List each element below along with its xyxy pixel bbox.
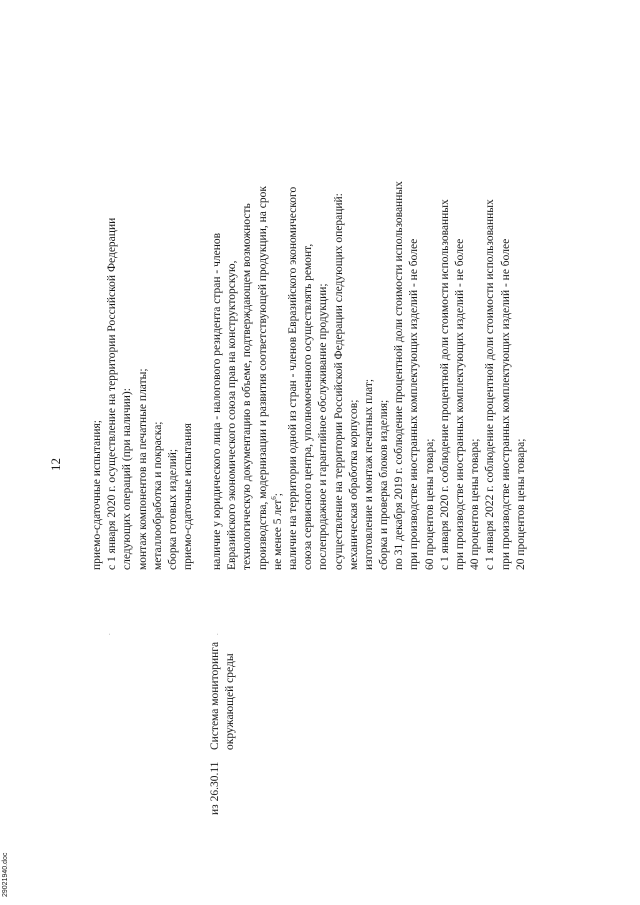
text-line: при производстве иностранных комплектующих изделий - не более — [408, 238, 421, 570]
text-line: осуществление на территории Российской Федерации следующих операций: — [332, 193, 345, 570]
text-line-with-footnote — [271, 181, 286, 570]
text-line: наличие на территории одной из стран - членов Евразийского экономического — [286, 186, 299, 570]
footnote-mark: 6 — [269, 496, 278, 500]
text-line: при производстве иностранных комплектующих изделий - не более — [499, 238, 512, 570]
text-line: приемо-сдаточные испытания — [182, 423, 195, 570]
requirements-continued — [90, 218, 196, 570]
text-line: при производстве иностранных комплектующих изделий - не более — [454, 238, 466, 570]
text-line: не менее 5 лет — [271, 499, 284, 570]
classification-code: из 26.30.11 — [209, 761, 221, 815]
page-number: 12 — [48, 458, 63, 471]
text-line: сборка готовых изделий; — [166, 448, 179, 570]
text-line: с 1 января 2020 г. соблюдение процентной доли стоимости использованных — [438, 199, 451, 570]
text-line: сборка и проверка блоков изделия; — [378, 399, 391, 570]
text-line: с 1 января 2020 г. осуществление на территории Российской Федерации — [106, 217, 119, 570]
text-line: послепродажное и гарантийное обслуживание продукции; — [317, 283, 330, 570]
text-line: Евразийского экономического союза прав на конструкторскую, — [226, 260, 239, 570]
text-line: производства, модернизации и развития соответствующей продукции, на срок — [256, 186, 269, 570]
document-code: 29021940.doc — [2, 852, 9, 897]
scan-mark: . — [104, 633, 112, 635]
product-name: Система мониторинга окружающей среды — [209, 641, 236, 750]
scan-mark: . — [212, 633, 220, 635]
text-line: изготовление и монтаж печатных плат; — [362, 378, 375, 570]
footnote-suffix: ; — [271, 493, 284, 497]
text-line: механическая обработка корпусов; — [347, 399, 360, 570]
requirements-list — [210, 181, 529, 570]
text-line: технологическую документацию в объеме, подтверждающем возможность — [241, 203, 254, 570]
text-line: приемо-сдаточные испытания; — [91, 420, 103, 570]
text-line: монтаж компонентов на печатные платы; — [136, 368, 149, 570]
text-line: металлообработка и покраска; — [151, 421, 164, 570]
text-line: 20 процентов цены товара; — [514, 438, 527, 570]
text-line: 60 процентов цены товара; — [423, 438, 436, 570]
text-line: с 1 января 2022 г. соблюдение процентной доли стоимости использованных — [484, 199, 497, 570]
text-line: наличие у юридического лица - налогового резидента стран - членов — [211, 232, 223, 570]
text-line: союза сервисного центра, уполномоченного осуществлять ремонт, — [302, 243, 315, 570]
text-line: 40 процентов цены товара; — [469, 438, 482, 570]
text-line: по 31 декабря 2019 г. соблюдение процентной доли стоимости использованных — [393, 181, 406, 570]
text-line: следующих операций (при наличии): — [121, 388, 134, 570]
